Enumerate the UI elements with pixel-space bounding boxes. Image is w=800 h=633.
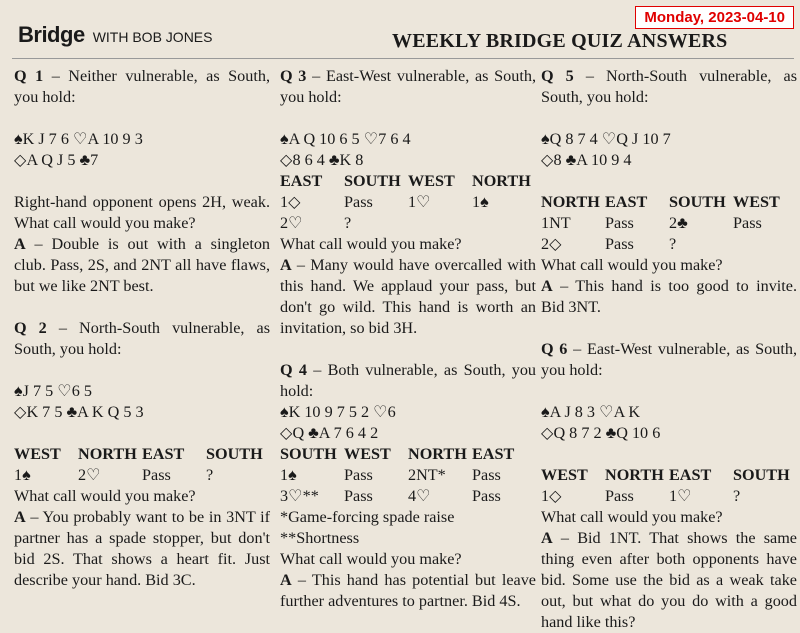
auction-call: Pass [733,214,762,232]
masthead [18,22,212,48]
auction-seat: EAST [142,445,185,463]
question-1 [14,66,270,297]
auction-row [280,192,536,213]
auction-row [280,465,536,486]
column-1 [14,66,270,591]
column-byline: WITH BOB JONES [92,29,213,45]
question-2 [14,318,270,591]
question-intro: – Both vulnerable, as South, you hold: [280,361,537,400]
auction-call [472,213,536,234]
auction-call: 2♡ [280,214,303,232]
auction-call [408,213,472,234]
auction-header [541,192,797,213]
auction-call: 1◇ [280,193,301,211]
auction-row [541,486,797,507]
auction-call: ? [669,235,677,253]
hand-line: ◇Q 8 7 2 ♣Q 10 6 [541,424,661,442]
auction-call: Pass [344,193,373,211]
auction-header [280,444,536,465]
hand-line: ◇8 6 4 ♣K 8 [280,151,364,169]
auction-seat: SOUTH [344,172,401,190]
hand-line: ♠Q 8 7 4 ♡Q J 10 7 [541,130,671,148]
question-text: What call would you make? [280,235,462,253]
auction-call: 1♠ [14,466,31,484]
auction-seat: NORTH [472,172,531,190]
auction-call: Pass [142,466,171,484]
question-6 [541,339,797,633]
auction-seat: SOUTH [733,466,790,484]
hand-line: ♠A J 8 3 ♡A K [541,403,641,421]
auction-call: 4♡ [408,487,431,505]
question-intro: – East-West vulnerable, as South, you hold: [280,67,536,106]
auction-call: 1♡ [408,193,431,211]
column-brand: Bridge [18,22,85,47]
answer-label: A [541,529,553,547]
answer-label: A [14,508,26,526]
auction-call: ? [344,214,352,232]
question-text: What call would you make? [541,508,723,526]
question-intro: – North-South vulnerable, as South, you hold: [14,319,271,358]
question-3 [280,66,536,339]
auction-row [14,465,270,486]
hand-line: ♠K J 7 6 ♡A 10 9 3 [14,130,143,148]
question-intro: – East-West vulnerable, as South, you hold: [541,340,797,379]
question-label: Q 1 [14,67,44,85]
auction-call: Pass [472,487,501,505]
auction-seat: WEST [541,466,588,484]
auction-header [280,171,536,192]
auction-call: 3♡** [280,487,319,505]
auction-call: 1NT [541,214,571,232]
auction-call: Pass [472,466,501,484]
question-label: Q 6 [541,340,568,358]
question-text: What call would you make? [14,487,196,505]
question-text: What call would you make? [280,550,462,568]
hand-line: ◇A Q J 5 ♣7 [14,151,99,169]
auction-call: 1♠ [280,466,297,484]
auction-seat: WEST [408,172,455,190]
auction-seat: NORTH [78,445,137,463]
auction-call: 1♡ [669,487,692,505]
answer-text: – This hand is too good to invite. Bid 3NT. [541,277,798,316]
column-2 [280,66,536,612]
auction-call [733,234,797,255]
hand-line: ◇K 7 5 ♣A K Q 5 3 [14,403,144,421]
hand-line: ♠A Q 10 6 5 ♡7 6 4 [280,130,411,148]
question-label: Q 3 [280,67,307,85]
auction-seat: WEST [344,445,391,463]
auction-call: Pass [605,235,634,253]
auction-seat: NORTH [605,466,664,484]
auction-call: Pass [605,214,634,232]
auction-seat: NORTH [408,445,467,463]
auction-call: Pass [344,487,373,505]
auction-call: Pass [344,466,373,484]
answer-text: – Double is out with a singleton club. Pass, 2S, and 2NT all have flaws, but we like 2NT best. [14,235,271,295]
answer-text: – You probably want to be in 3NT if partner has a spade stopper, but don't bid 2S. That shows a heart fit. Just describe your hand. Bid 3C. [14,508,271,589]
auction-row [541,234,797,255]
question-text: What call would you make? [541,256,723,274]
column-3 [541,66,797,633]
auction-call: 2NT* [408,466,446,484]
auction-seat: SOUTH [280,445,337,463]
answer-label: A [280,256,292,274]
auction-row [280,486,536,507]
header-divider [12,58,794,59]
auction-note: **Shortness [280,529,360,547]
question-intro: – Neither vulnerable, as South, you hold: [14,67,270,106]
hand-line: ♠J 7 5 ♡6 5 [14,382,92,400]
auction-seat: WEST [733,193,780,211]
auction-header [541,465,797,486]
question-label: Q 5 [541,67,574,85]
auction-call: ? [206,466,214,484]
auction-call: Pass [605,487,634,505]
auction-seat: SOUTH [206,445,263,463]
auction-seat: NORTH [541,193,600,211]
question-text: Right-hand opponent opens 2H, weak. What call would you make? [14,193,270,232]
auction-row [541,213,797,234]
auction-call: 2♡ [78,466,101,484]
auction-call: 2♣ [669,214,688,232]
auction-seat: SOUTH [669,193,726,211]
question-intro: – North-South vulnerable, as South, you hold: [541,67,798,106]
hand-line: ◇Q ♣A 7 6 4 2 [280,424,379,442]
page-title: WEEKLY BRIDGE QUIZ ANSWERS [392,30,728,52]
answer-text: – This hand has potential but leave further adventures to partner. Bid 4S. [280,571,536,610]
auction-call: 1♠ [472,193,489,211]
auction-seat: EAST [669,466,712,484]
auction-call: ? [733,487,741,505]
auction-seat: WEST [14,445,61,463]
auction-seat: EAST [605,193,648,211]
question-5 [541,66,797,318]
auction-seat: EAST [280,172,323,190]
question-label: Q 4 [280,361,307,379]
answer-text: – Bid 1NT. That shows the same thing even after both opponents have bid. Some use the bid as a weak take out, but what do you do with a good hand like this? [541,529,797,631]
auction-header [14,444,270,465]
hand-line: ♠K 10 9 7 5 2 ♡6 [280,403,396,421]
auction-call: 2◇ [541,235,562,253]
auction-note: *Game-forcing spade raise [280,508,455,526]
answer-label: A [280,571,292,589]
answer-text: – Many would have overcalled with this hand. We applaud your pass, but don't go wild. This hand is worth an invitation, so bid 3H. [280,256,536,337]
hand-line: ◇8 ♣A 10 9 4 [541,151,632,169]
auction-call: 1◇ [541,487,562,505]
date-stamp: Monday, 2023-04-10 [635,6,794,29]
auction-seat: EAST [472,445,515,463]
question-4 [280,360,536,612]
auction-row [280,213,536,234]
question-label: Q 2 [14,319,47,337]
answer-label: A [14,235,26,253]
answer-label: A [541,277,553,295]
